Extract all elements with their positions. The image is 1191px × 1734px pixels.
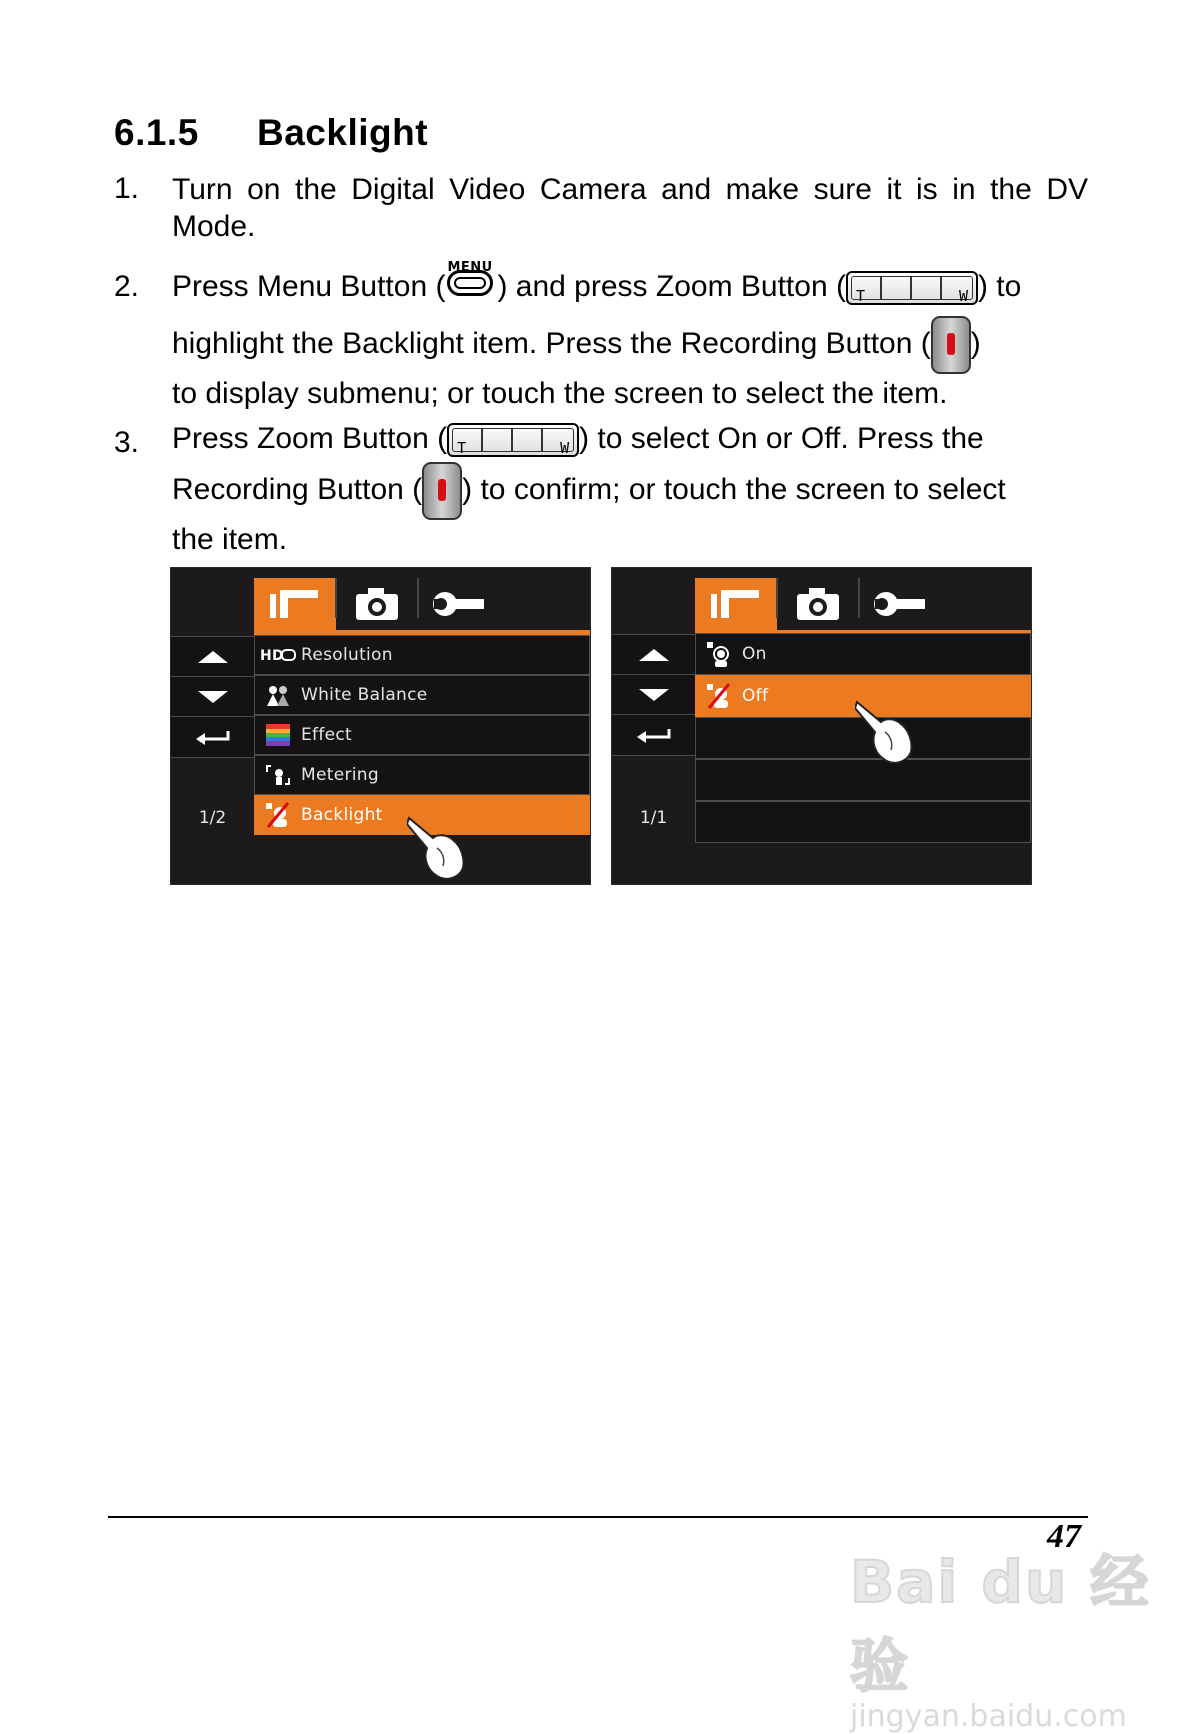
step-2-text: highlight the Backlight item. Press the Recording Button ( [172, 326, 931, 360]
backlight-icon [264, 801, 292, 829]
pointing-hand-icon [407, 812, 469, 882]
back-button[interactable] [171, 716, 254, 758]
scroll-down-button[interactable] [171, 676, 254, 718]
svg-text:HD: HD [260, 648, 284, 663]
metering-icon [265, 764, 291, 786]
step-2-line-3: to display submenu; or touch the screen to select the item. [172, 377, 948, 410]
menu-tabs [254, 578, 498, 630]
video-menu-icon [709, 588, 763, 620]
step-3-text: Recording Button ( [172, 472, 423, 506]
footer-rule [108, 1516, 1088, 1518]
menu-button-icon: MENU [445, 252, 497, 304]
step-3-text: ) to select On or Off. Press the [579, 422, 984, 455]
submenu-item-label: On [742, 644, 767, 664]
step-3-line-2 [172, 462, 1088, 522]
arrow-up-icon [198, 651, 228, 663]
camera-screen-menu [170, 567, 591, 885]
watermark-url: jingyan.baidu.com [850, 1699, 1127, 1734]
submenu-item-on[interactable] [695, 633, 1031, 675]
step-2-line-2: highlight the Backlight item. Press the Recording Button ( ) [172, 316, 1088, 376]
menu-item-resolution[interactable] [254, 635, 590, 675]
submenu-item-label: Off [742, 686, 769, 706]
menu-item-white-balance[interactable] [254, 675, 590, 715]
tab-video[interactable] [254, 578, 336, 630]
camera-icon [795, 586, 841, 622]
step-1-line-2: Mode. [172, 210, 256, 243]
zoom-button-icon: T W [846, 271, 978, 305]
camera-screen-submenu [611, 567, 1032, 885]
wrench-icon [873, 587, 927, 621]
section-heading [114, 112, 428, 154]
step-2-text: ) to [977, 269, 1022, 303]
step-2-line-1 [172, 262, 1088, 314]
wrench-icon [432, 587, 486, 621]
tab-camera[interactable] [777, 578, 859, 630]
step-1-line-1: Turn on the Digital Video Camera and make sure it is in the DV [172, 173, 1088, 206]
step-3-line-1 [172, 421, 1088, 465]
tab-video[interactable] [695, 578, 777, 630]
tab-settings[interactable] [859, 578, 941, 630]
menu-item-label: Effect [301, 725, 352, 745]
watermark-brand: Bai du 经验 [850, 1548, 1151, 1700]
step-2-number: 2. [114, 270, 140, 303]
video-menu-icon [268, 588, 322, 620]
arrow-up-icon [639, 649, 669, 661]
step-2-text: Press Menu Button ( [172, 269, 446, 303]
page-indicator: 1/2 [198, 808, 227, 828]
recording-button-icon [931, 316, 971, 374]
section-number: 6.1.5 [114, 112, 199, 153]
menu-item-label: White Balance [301, 685, 428, 705]
white-balance-icon [265, 684, 291, 706]
menu-item-effect[interactable] [254, 715, 590, 755]
arrow-down-icon [639, 689, 669, 701]
submenu-empty-row [695, 801, 1031, 843]
menu-item-metering[interactable] [254, 755, 590, 795]
tab-settings[interactable] [418, 578, 500, 630]
tab-camera[interactable] [336, 578, 418, 630]
step-3-line-3: the item. [172, 523, 288, 556]
step-2-text: ) and press Zoom Button ( [497, 269, 846, 303]
backlight-off-icon [705, 682, 733, 710]
step-3-number: 3. [114, 426, 140, 459]
scroll-up-button[interactable] [612, 634, 695, 676]
pointing-hand-icon [855, 696, 917, 766]
page-number: 47 [1047, 1518, 1081, 1555]
menu-tabs [695, 578, 939, 630]
recording-button-icon [422, 462, 462, 520]
step-3-text: Press Zoom Button ( [172, 422, 448, 455]
scroll-down-button[interactable] [612, 674, 695, 716]
menu-item-label: Backlight [301, 805, 383, 825]
scroll-up-button[interactable] [171, 636, 254, 678]
arrow-down-icon [198, 691, 228, 703]
camera-icon [354, 586, 400, 622]
return-icon [637, 727, 671, 743]
menu-item-label: Metering [301, 765, 379, 785]
effect-icon [266, 724, 290, 746]
menu-item-label: Resolution [301, 645, 393, 665]
step-3-text: ) to confirm; or touch the screen to select [462, 472, 1006, 506]
page-indicator: 1/1 [639, 808, 668, 828]
zoom-button-icon: T W [447, 423, 579, 457]
hd-icon [260, 647, 296, 663]
return-icon [196, 729, 230, 745]
backlight-on-icon [705, 640, 733, 668]
section-title: Backlight [257, 112, 429, 153]
back-button[interactable] [612, 714, 695, 756]
step-1-number: 1. [114, 172, 140, 205]
baidu-watermark [850, 1535, 1191, 1734]
